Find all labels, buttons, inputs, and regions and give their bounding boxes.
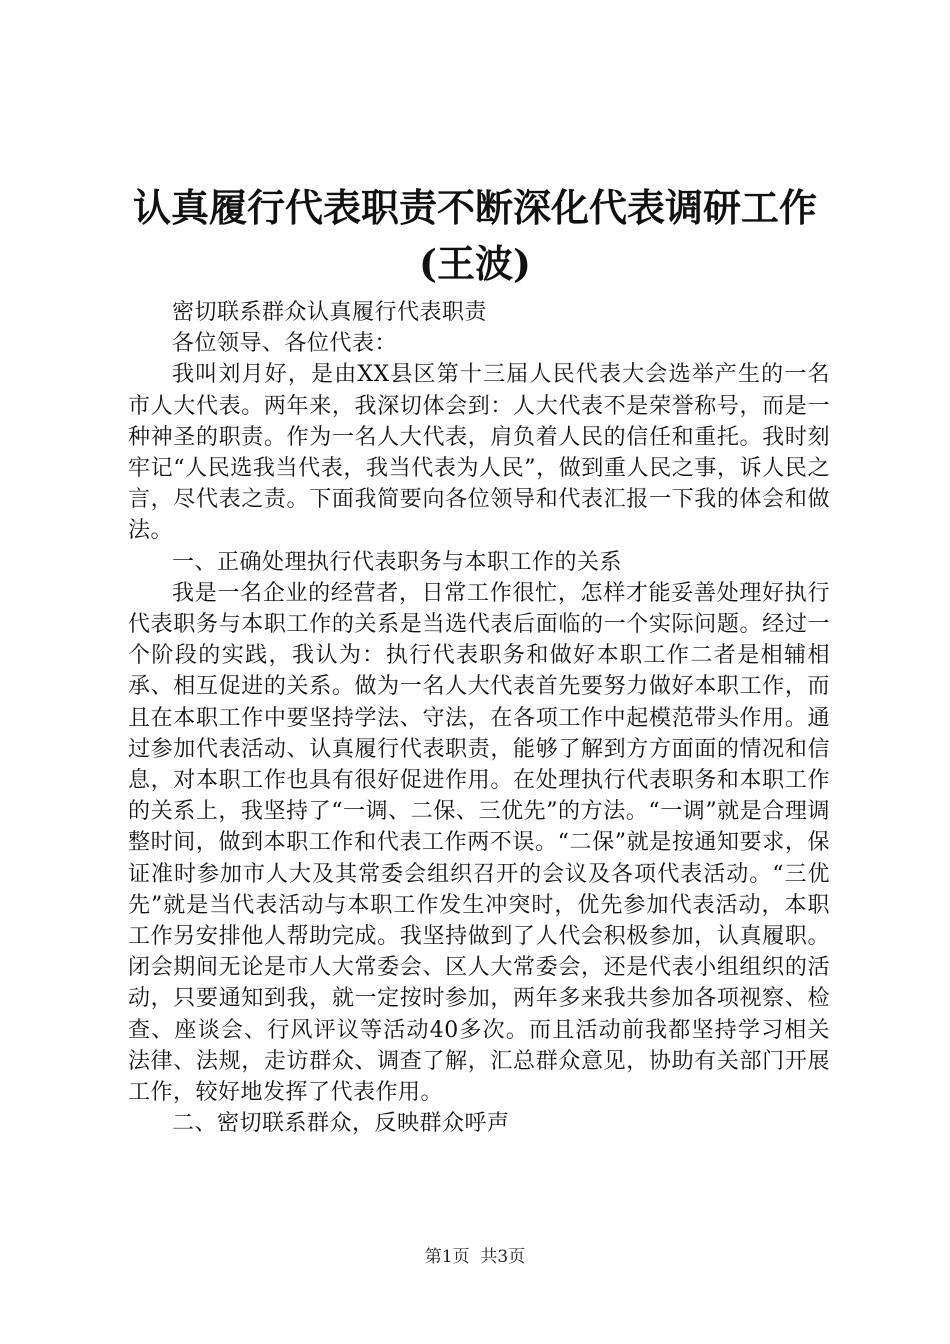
page-footer <box>0 1242 950 1267</box>
salutation-paragraph: 各位领导、各位代表： <box>172 331 398 357</box>
section-body-1: 我是一名企业的经营者，日常工作很忙，怎样才能妥善处理好执行代表职务与本职工作的关系是当选代表后面临的一个实际问题。经过一个阶段的实践，我认为：执行代表职务和做好本职工作二者是相辅相承、相互促进的关系。做为一名人大代表首先要努力做好本职工作，而且在本职工作中要坚持学法、守法，在各项工作中起模范带头作用。通过参加代表活动、认真履行代表职责，能够了解到方方面面的情况和信息，对本职工作也具有很好促进作用。在处理执行代表职务和本职工作的关系上，我坚持了“一调、二保、三优先”的方法。“一调”就是合理调整时间，做到本职工作和代表工作两不误。“二保”就是按通知要求，保证准时参加市人大及其常委会组织召开的会议及各项代表活动。“三优先”就是当代表活动与本职工作发生冲突时，优先参加代表活动，本职工作另安排他人帮助完成。我坚持做到了人代会积极参加，认真履职。闭会期间无论是市人大常委会、区人大常委会，还是代表小组组织的活动，只要通知到我，就一定按时参加，两年多来我共参加各项视察、检查、座谈会、行风评议等活动40多次。而且活动前我都坚持学习相关法律、法规，走访群众、调查了解，汇总群众意见，协助有关部门开展工作，较好地发挥了代表作用。 <box>128 580 830 1106</box>
page-number: 第1页 <box>424 1247 470 1267</box>
section-heading-2: 二、密切联系群众，反映群众呼声 <box>172 1111 510 1137</box>
page-total: 共3页 <box>480 1247 526 1267</box>
document-body <box>128 297 830 1139</box>
footer-separator <box>470 1247 481 1267</box>
intro-paragraph: 我叫刘月好，是由XX县区第十三届人民代表大会选举产生的一名市人大代表。两年来，我深切体会到：人大代表不是荣誉称号，而是一种神圣的职责。作为一名人大代表，肩负着人民的信任和重托。我时刻牢记“人民选我当代表，我当代表为人民”，做到重人民之事，诉人民之言，尽代表之责。下面我简要向各位领导和代表汇报一下我的体会和做法。 <box>128 362 830 544</box>
document-title: 认真履行代表职责不断深化代表调研工作(王波) <box>132 185 817 286</box>
section-heading-1: 一、正确处理执行代表职务与本职工作的关系 <box>172 549 623 575</box>
subtitle-paragraph: 密切联系群众认真履行代表职责 <box>172 300 488 325</box>
